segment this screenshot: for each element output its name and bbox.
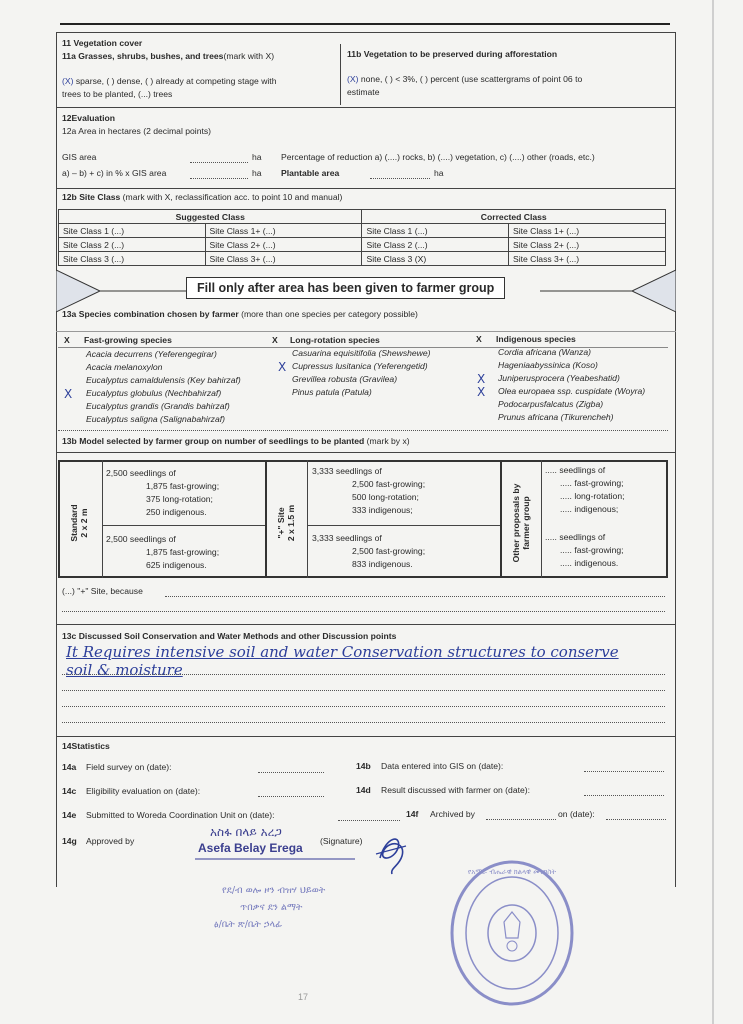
plus-a-line: 500 long-rotation; [352,492,419,502]
14b-blank[interactable] [584,771,664,772]
banner-title: Fill only after area has been given to farmer group [186,277,505,299]
juniperus-checkmark[interactable]: X [477,372,486,386]
table-row [59,224,666,238]
site-class-cell[interactable]: Site Class 1 (...) [362,224,509,238]
14g-label: Approved by [86,836,135,846]
plus-a-line: 2,500 fast-growing; [352,479,426,489]
14e-label: Submitted to Woreda Coordination Unit on (date): [86,810,275,820]
site-class-cell[interactable]: Site Class 1 (...) [59,224,206,238]
cupressus-checkmark[interactable]: X [278,360,287,374]
plus-b-line: 833 indigenous. [352,559,413,569]
other-a-line: ..... fast-growing; [560,478,624,488]
indig-species-item: Cordia africana (Wanza) [498,347,591,357]
calc-label: a) – b) + c) in % x GIS area [62,168,167,178]
plus-b-line: 3,333 seedlings of [312,533,382,543]
section13b-top-line [56,452,676,453]
site-class-cell[interactable]: Site Class 2+ (...) [508,238,665,252]
14a-blank[interactable] [258,772,324,773]
long-species-item: Cupressus lusitanica (Yeferengetid) [292,361,428,371]
table-row [59,252,666,266]
stamp-underline [195,858,355,860]
right-border [675,32,676,887]
discussion-line[interactable] [62,722,665,723]
fast-header: Fast-growing species [84,335,172,345]
because-blank[interactable] [62,611,665,612]
seal-text: የአማራ ብሔራዊ ክልላዊ መንግስት [467,868,557,876]
suggested-class-header: Suggested Class [59,210,362,224]
other-a-line: ..... indigenous; [560,504,619,514]
plus-a-line: 3,333 seedlings of [312,466,382,476]
section11a-line2: trees to be planted, (...) trees [62,89,173,99]
discussion-line[interactable] [62,706,665,707]
plus-a-line: 333 indigenous; [352,505,413,515]
plantable-blank[interactable] [370,178,430,179]
discussion-line[interactable] [62,674,665,675]
14e-code: 14e [62,810,77,820]
corrected-class-header: Corrected Class [362,210,666,224]
model-divider [307,525,500,526]
std-b-line: 2,500 seedlings of [106,534,176,544]
stamp-line: ጥበቃና ደን ልማት [240,902,303,913]
fast-species-item: Acacia decurrens (Yeferengegirar) [86,349,217,359]
indig-species-item: Juniperusprocera (Yeabeshatid) [498,373,620,383]
calc-blank[interactable] [190,178,248,179]
section14-title: 14Statistics [62,741,110,751]
model-divider [500,460,502,578]
other-proposals-label: Other proposals by farmer group [511,483,531,563]
fast-mark-col: X [64,335,70,345]
section12b-title: 12b Site Class (mark with X, reclassification acc. to point 10 and manual) [62,192,343,202]
section11a-line1: (X) sparse, ( ) dense, ( ) already at competing stage with [62,76,277,86]
fast-species-item: Eucalyptus saligna (Salignabahirzaf) [86,414,226,424]
section12b-top-line [56,188,676,189]
14g-code: 14g [62,836,77,846]
section11-divider [340,44,341,105]
14c-label: Eligibility evaluation on (date): [86,786,201,796]
long-species-item: Pinus patula (Patula) [292,387,372,397]
calc-unit: ha [252,168,262,178]
indig-species-item: Olea europaea ssp. cuspidate (Woyra) [498,386,646,396]
section14-top-line [56,736,676,737]
indig-header: Indigenous species [496,334,576,344]
indig-species-item: Prunus africana (Tikurencheh) [498,412,614,422]
left-border [56,32,57,887]
species-bottom-line [58,430,668,431]
stamp-name-latin: Asefa Belay Erega [198,841,303,855]
other-a-line: ..... seedlings of [545,465,606,475]
section12a-title: 12a Area in hectares (2 decimal points) [62,126,212,136]
14f-blank[interactable] [486,819,556,820]
14f-code: 14f [406,809,419,819]
14d-label: Result discussed with farmer on (date): [381,785,531,795]
std-a-line: 1,875 fast-growing; [146,481,220,491]
plantable-unit: ha [434,168,444,178]
name-stamp [196,826,330,860]
eucalyptus-globulus-checkmark[interactable]: X [64,387,73,401]
long-species-item: Casuarina equisitifolia (Shewshewe) [292,348,431,358]
site-class-cell[interactable]: Site Class 3 (X) [362,252,509,266]
site-class-cell[interactable]: Site Class 3+ (...) [205,252,362,266]
because-blank[interactable] [165,596,665,597]
14c-code: 14c [62,786,77,796]
site-class-cell[interactable]: Site Class 1+ (...) [508,224,665,238]
section12-title: 12Evaluation [62,113,116,123]
section13a-title: 13a Species combination chosen by farmer (more than one species per category possible) [62,309,418,319]
site-class-cell[interactable]: Site Class 2 (...) [362,238,509,252]
section11a-title: 11a Grasses, shrubs, bushes, and trees(mark with X) [62,51,275,61]
model-divider [307,460,308,578]
14b-label: Data entered into GIS on (date): [381,761,504,771]
std-a-line: 2,500 seedlings of [106,468,176,478]
indig-species-item: Podocarpusfalcatus (Zigba) [498,399,604,409]
std-a-line: 375 long-rotation; [146,494,213,504]
14e-blank[interactable] [338,820,400,821]
fast-species-item: Acacia melanoxylon [86,362,163,372]
site-class-cell[interactable]: Site Class 3 (...) [59,252,206,266]
14a-code: 14a [62,762,77,772]
plus-b-line: 2,500 fast-growing; [352,546,426,556]
site-class-cell[interactable]: Site Class 2+ (...) [205,238,362,252]
indig-mark-col: X [476,334,482,344]
handwritten-note-line1[interactable]: It Requires intensive soil and water Conservation structures to conserve [66,643,619,661]
14d-code: 14d [356,785,371,795]
site-class-cell[interactable]: Site Class 2 (...) [59,238,206,252]
fast-species-item: Eucalyptus grandis (Grandis bahirzaf) [86,401,230,411]
plantable-label: Plantable area [281,168,340,178]
section11b-title: 11b Vegetation to be preserved during afforestation [347,49,558,59]
other-b-line: ..... fast-growing; [560,545,624,555]
14c-blank[interactable] [258,796,324,797]
14f-label: Archived by [430,809,475,819]
section13a-top-line [56,331,676,332]
model-divider [265,460,267,578]
std-b-line: 625 indigenous. [146,560,207,570]
std-b-line: 1,875 fast-growing; [146,547,220,557]
site-class-table [58,209,666,266]
section12-top-line [56,107,676,108]
other-a-line: ..... long-rotation; [560,491,625,501]
olea-checkmark[interactable]: X [477,385,486,399]
page-edge [712,0,714,1024]
fast-species-item: Eucalyptus globulus (Nechbahirzaf) [86,388,222,398]
section13b-title: 13b Model selected by farmer group on number of seedlings to be planted (mark by x) [62,436,410,446]
model-divider [102,460,103,578]
long-mark-col: X [272,335,278,345]
section11b-line2: estimate [347,87,380,97]
long-header: Long-rotation species [290,335,380,345]
gis-area-unit: ha [252,152,262,162]
stamp-line: ፅ/ቤት ጽ/ቤት ኃላፊ [214,919,283,930]
section11b-line1: (X) none, ( ) < 3%, ( ) percent (use scattergrams of point 06 to [347,74,583,84]
fast-species-item: Eucalyptus camaldulensis (Key bahirzaf) [86,375,241,385]
signature-label: (Signature) [320,836,363,846]
page-number: 17 [298,992,309,1002]
model-divider [102,525,265,526]
site-class-cell[interactable]: Site Class 3+ (...) [508,252,665,266]
std-a-line: 250 indigenous. [146,507,207,517]
long-species-item: Grevillea robusta (Gravilea) [292,374,398,384]
stamp-line: የደ/ብ ወሎ ዞን ብዝሃ ህይወት [222,885,326,896]
model-divider [541,460,542,578]
14d-blank[interactable] [584,795,664,796]
plus-site-label: "+" Site 2 x 1.5 m [276,504,296,542]
gis-area-label: GIS area [62,152,97,162]
14f-date-blank[interactable] [606,819,666,820]
indig-species-item: Hageniaabyssinica (Koso) [498,360,598,370]
other-b-line: ..... seedlings of [545,532,606,542]
gis-area-blank[interactable] [190,162,248,163]
section13c-top-line [56,624,676,625]
14b-code: 14b [356,761,371,771]
round-seal-icon [448,858,576,1008]
section11-top-line [56,32,676,33]
standard-label: Standard 2 x 2 m [69,504,89,542]
plus-site-because: (...) "+" Site, because [62,586,143,596]
signature-mark [372,828,412,876]
table-row [59,238,666,252]
section11-title: 11 Vegetation cover [62,38,143,48]
handwritten-note-line2[interactable]: soil & moisture [66,661,183,679]
14f-on: on (date): [558,809,595,819]
reduction-label: Percentage of reduction a) (....) rocks, b) (....) vegetation, c) (....) other (roads, etc.) [281,152,595,162]
other-b-line: ..... indigenous. [560,558,619,568]
stamp-name-amharic: አስፋ በላይ አረጋ [210,825,282,839]
top-border [60,23,670,25]
section13c-title: 13c Discussed Soil Conservation and Water Methods and other Discussion points [62,631,397,641]
discussion-line[interactable] [62,690,665,691]
site-class-cell[interactable]: Site Class 1+ (...) [205,224,362,238]
14a-label: Field survey on (date): [86,762,172,772]
